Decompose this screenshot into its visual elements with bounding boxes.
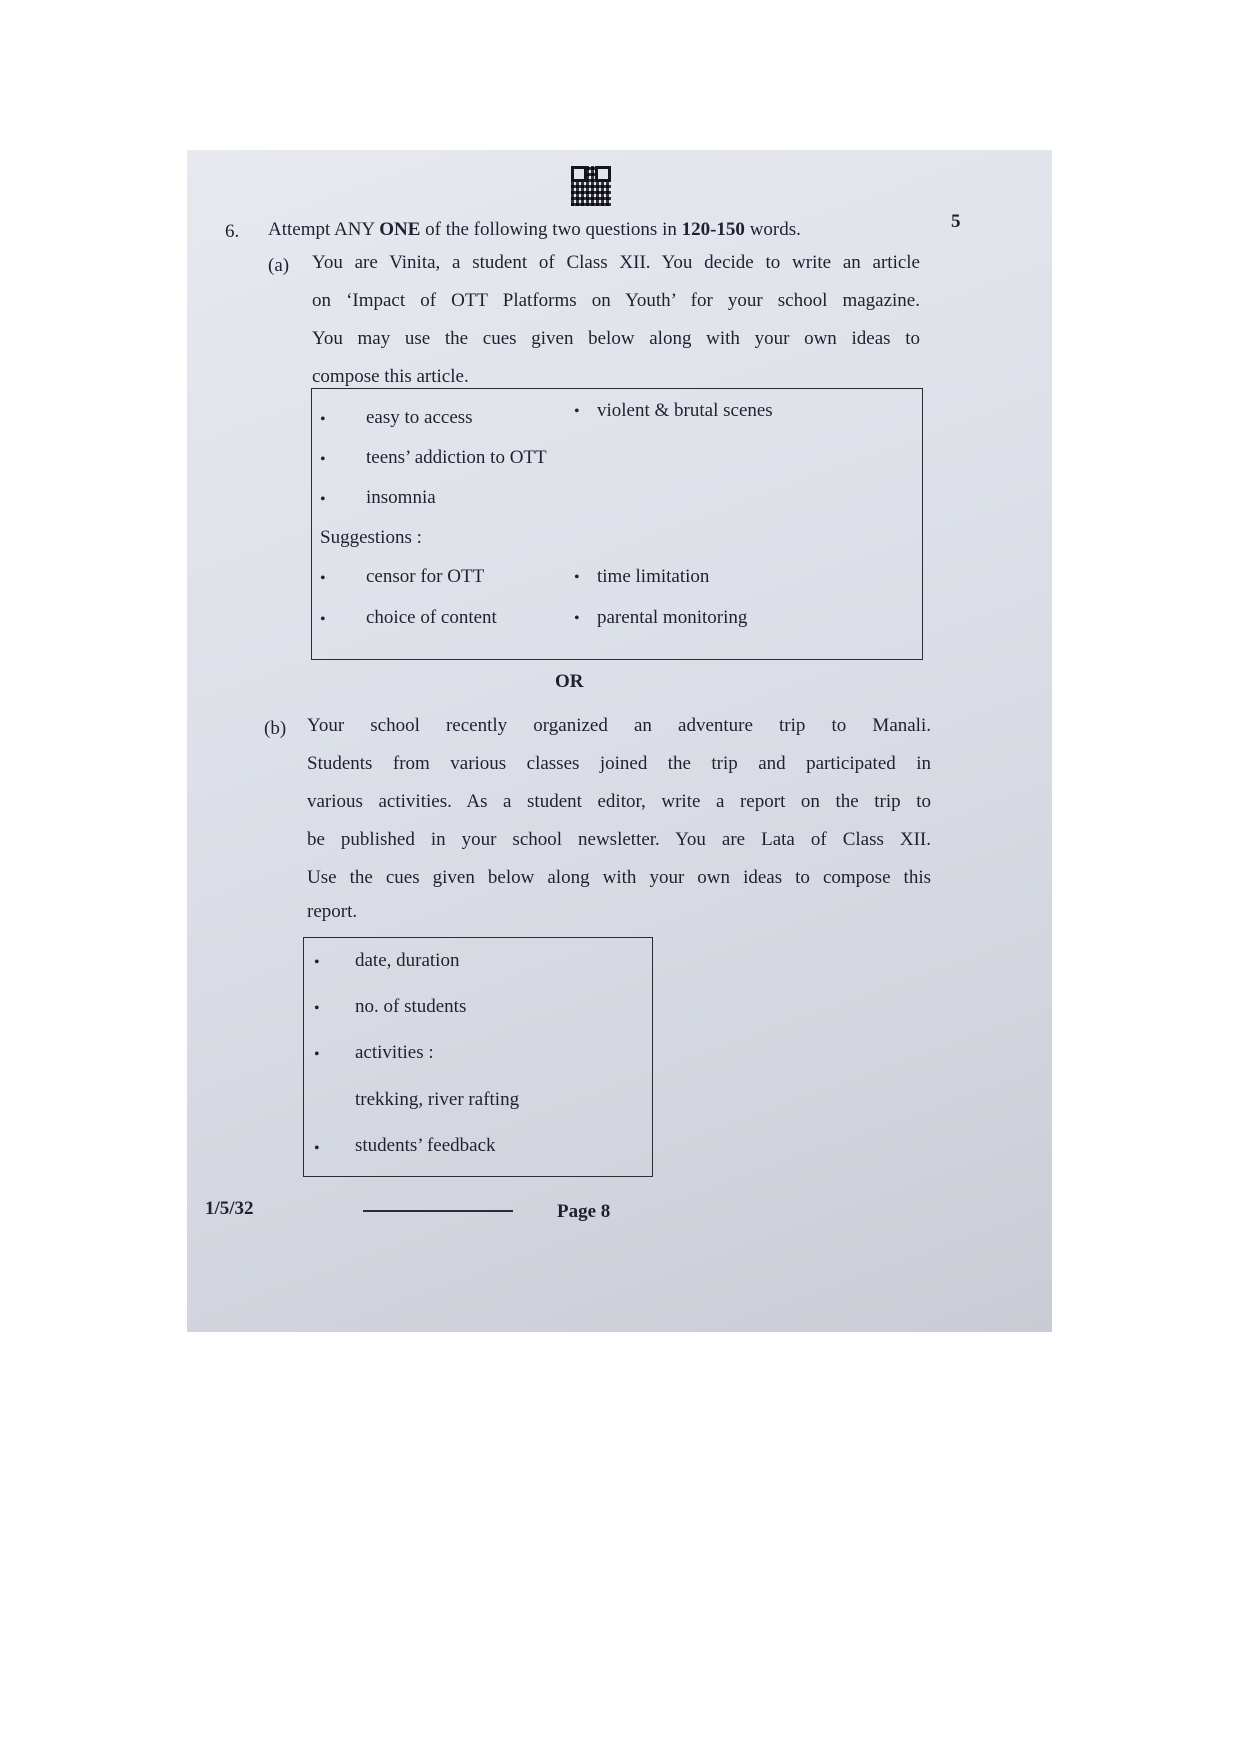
bullet-icon: • [574, 403, 580, 420]
question-instruction: Attempt ANY ONE of the following two questions in 120-150 words. [268, 219, 801, 240]
cue-item: violent & brutal scenes [597, 400, 773, 421]
part-b-line: various activities. As a student editor, write a report on the trip to [307, 791, 931, 812]
part-a-line: You are Vinita, a student of Class XII. You decide to write an article [312, 252, 920, 273]
part-b-cue-box [303, 937, 653, 1177]
part-b-line: Use the cues given below along with your own ideas to compose this [307, 867, 931, 888]
part-a-line: on ‘Impact of OTT Platforms on Youth’ for your school magazine. [312, 290, 920, 311]
part-b-line: Your school recently organized an adventure trip to Manali. [307, 715, 931, 736]
cue-item: date, duration [355, 950, 460, 971]
bullet-icon: • [574, 610, 580, 627]
cue-item: insomnia [366, 487, 436, 508]
bullet-icon: • [320, 491, 326, 508]
part-b-text [307, 707, 931, 927]
question-marks: 5 [951, 211, 961, 232]
part-b-line: Students from various classes joined the trip and participated in [307, 753, 931, 774]
bullet-icon: • [314, 1000, 320, 1017]
qr-code-icon [571, 166, 611, 206]
bullet-icon: • [574, 569, 580, 586]
cue-item: no. of students [355, 996, 467, 1017]
bullet-icon: • [320, 611, 326, 628]
part-b-label: (b) [264, 718, 287, 739]
cue-item: teens’ addiction to OTT [366, 447, 547, 468]
part-a-cue-box [311, 388, 923, 660]
or-separator: OR [555, 671, 584, 692]
suggestion-item: parental monitoring [597, 607, 748, 628]
part-a-text [312, 244, 920, 396]
cue-item: activities : [355, 1042, 434, 1063]
cue-item: easy to access [366, 407, 473, 428]
page-number: Page 8 [557, 1201, 611, 1222]
bullet-icon: • [314, 1046, 320, 1063]
suggestion-item: censor for OTT [366, 566, 485, 587]
footer-rule [363, 1210, 513, 1212]
part-b-line: be published in your school newsletter. You are Lata of Class XII. [307, 829, 931, 850]
bullet-icon: • [314, 954, 320, 971]
cue-item: students’ feedback [355, 1135, 496, 1156]
suggestion-item: choice of content [366, 607, 497, 628]
exam-page [187, 150, 1052, 1332]
suggestion-item: time limitation [597, 566, 710, 587]
paper-code: 1/5/32 [205, 1198, 254, 1219]
part-a-label: (a) [268, 255, 290, 276]
part-a-line: compose this article. [312, 366, 469, 387]
suggestions-heading: Suggestions : [320, 527, 422, 548]
question-number: 6. [225, 221, 240, 242]
bullet-icon: • [314, 1140, 320, 1157]
part-b-line: report. [307, 901, 358, 922]
bullet-icon: • [320, 570, 326, 587]
part-a-line: You may use the cues given below along with your own ideas to [312, 328, 920, 349]
bullet-icon: • [320, 411, 326, 428]
bullet-icon: • [320, 451, 326, 468]
cue-item: trekking, river rafting [355, 1089, 520, 1110]
